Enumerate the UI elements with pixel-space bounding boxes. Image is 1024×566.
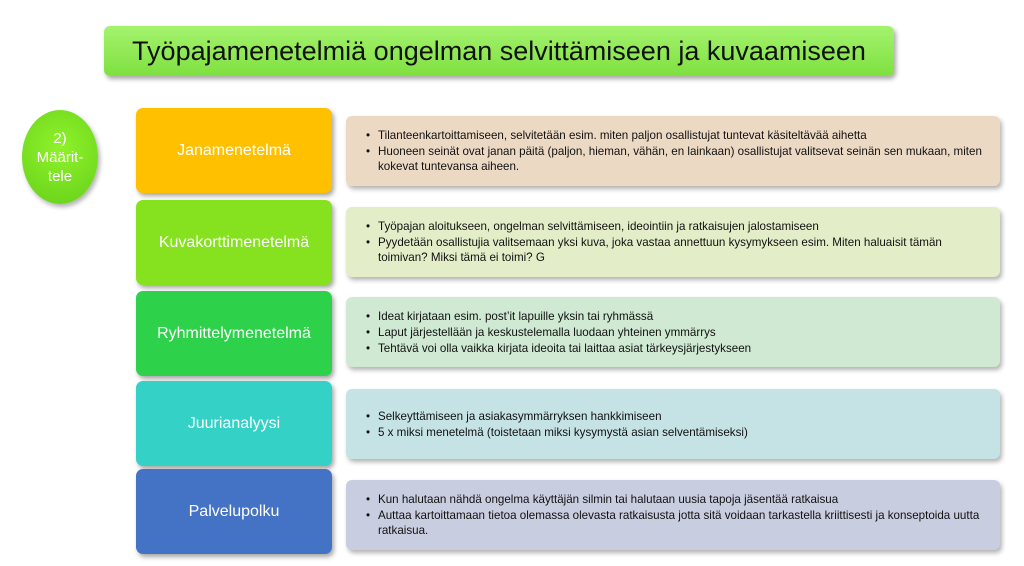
method-juurianalyysi — [136, 381, 332, 466]
desc-palvelupolku — [346, 480, 1000, 550]
desc-ryhmittelymenetelma — [346, 297, 1000, 367]
method-label: Janamenetelmä — [177, 141, 291, 159]
bullet: • Tilanteenkartoittamiseen, selvitetään esim. miten paljon osallistujat tuntevat käsiteltävää aihetta — [366, 128, 988, 143]
desc-kuvakorttimenetelma — [346, 207, 1000, 277]
method-label: Palvelupolku — [188, 502, 280, 520]
step-label-line1: Määrit- — [36, 148, 84, 166]
bullet: • Selkeyttämiseen ja asiakasymmärryksen hankkimiseen — [366, 409, 748, 424]
step-number: 2) — [53, 129, 67, 147]
step-label-line2: tele — [47, 167, 73, 185]
bullet: • Työpajan aloitukseen, ongelman selvittämiseen, ideointiin ja ratkaisujen jalostamiseen — [366, 219, 988, 234]
page-title: Työpajamenetelmiä ongelman selvittämiseen ja kuvaamiseen — [132, 35, 866, 66]
method-palvelupolku — [136, 469, 332, 554]
step-circle — [22, 110, 98, 204]
bullet: • Laput järjestellään ja keskustelemalla luodaan yhteinen ymmärrys — [366, 325, 751, 340]
bullet: • Auttaa kartoittamaan tietoa olemassa olevasta ratkaisusta jotta sitä voidaan tarkastella kriittisesti ja konseptoida uutta ratkaisua. — [366, 508, 988, 538]
method-label: Juurianalyysi — [187, 414, 281, 432]
bullet: • Ideat kirjataan esim. post’it lapuille yksin tai ryhmässä — [366, 309, 751, 324]
method-ryhmittelymenetelma — [136, 291, 332, 376]
bullet: • Tehtävä voi olla vaikka kirjata ideoita tai laittaa asiat tärkeysjärjestykseen — [366, 341, 751, 356]
method-kuvakorttimenetelma — [136, 200, 332, 285]
bullet: • 5 x miksi menetelmä (toistetaan miksi kysymystä asian selventämiseksi) — [366, 425, 748, 440]
method-label: Kuvakorttimenetelmä — [158, 233, 310, 251]
bullet: • Pyydetään osallistujia valitsemaan yksi kuva, joka vastaa annettuun kysymykseen esim. Miten haluaisit tämän toimivan? Miksi tämä ei toimi? G — [366, 235, 988, 265]
method-janamenetelma — [136, 108, 332, 193]
method-label: Ryhmittelymenetelmä — [157, 324, 311, 342]
title-banner — [104, 26, 894, 76]
bullet: • Huoneen seinät ovat janan päitä (paljon, hieman, vähän, en lainkaan) osallistujat valitsevat seinän sen mukaan, miten kokevat tuntevansa aiheen. — [366, 144, 988, 174]
desc-janamenetelma — [346, 116, 1000, 186]
desc-juurianalyysi — [346, 389, 1000, 459]
bullet: • Kun halutaan nähdä ongelma käyttäjän silmin tai halutaan uusia tapoja jäsentää ratkaisua — [366, 492, 988, 507]
